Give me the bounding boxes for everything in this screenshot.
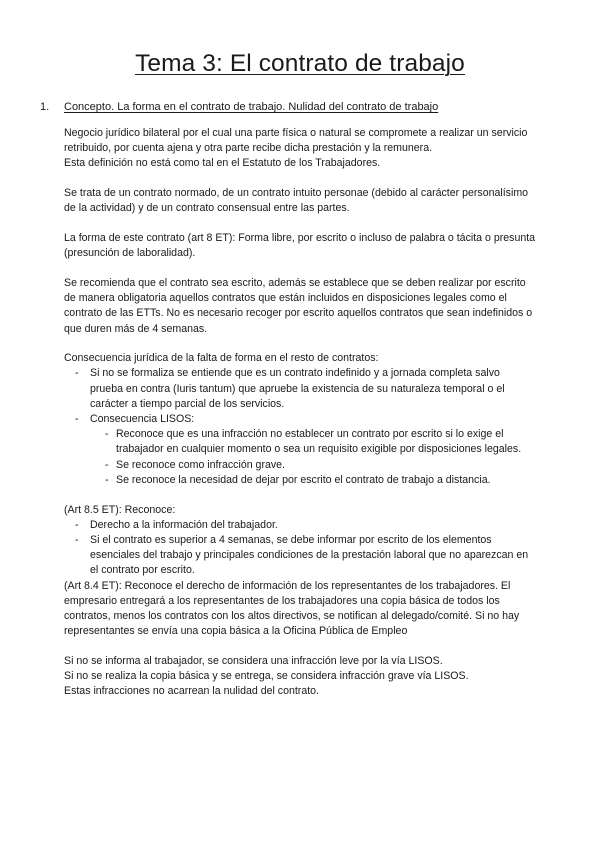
bullet-dash: - bbox=[105, 458, 109, 471]
list-item bbox=[64, 366, 564, 412]
text-line: (Art 8.5 ET): Reconoce: bbox=[64, 503, 176, 516]
sub-list-item bbox=[64, 458, 564, 473]
section-number: 1. bbox=[40, 101, 50, 113]
section-heading-text: Concepto. La forma en el contrato de trabajo. Nulidad del contrato de trabajo bbox=[64, 101, 439, 113]
bullet-dash: - bbox=[105, 428, 109, 441]
text-line: contratos, menos los contratos con los altos directivos, se notifican al delegado/comité. Si no hay bbox=[64, 609, 520, 622]
text-line: retribuido, por cuenta ajena y otra parte recibe dicha prestación y la remunera. bbox=[64, 142, 433, 155]
text-line: prueba en contra (Iuris tantum) que apruebe la existencia de su naturaleza temporal o el bbox=[90, 382, 505, 395]
text-line: Esta definición no está como tal en el Estatuto de los Trabajadores. bbox=[64, 157, 381, 170]
text-line: Consecuencia jurídica de la falta de forma en el resto de contratos: bbox=[64, 352, 379, 365]
text-line: Negocio jurídico bilateral por el cual una parte física o natural se compromete a realizar un servicio bbox=[64, 127, 528, 139]
text-line: La forma de este contrato (art 8 ET): Forma libre, por escrito o incluso de palabra o tácita o presunta bbox=[64, 232, 536, 245]
paragraph-art-8-4 bbox=[64, 579, 564, 640]
text-line: empresario entregará a los representantes de los trabajadores una copia básica de todos los bbox=[64, 594, 500, 607]
text-line: esenciales del trabajo y principales condiciones de la prestación laboral que no aparezcan en bbox=[90, 549, 529, 562]
text-line: Estas infracciones no acarrean la nulidad del contrato. bbox=[64, 685, 319, 698]
document-title: Tema 3: El contrato de trabajo bbox=[135, 50, 465, 77]
bullet-dash: - bbox=[75, 518, 79, 531]
text-line: de manera obligatoria aquellos contratos que están incluidos en disposiciones legales como el bbox=[64, 292, 507, 305]
text-line: el contrato por escrito. bbox=[90, 564, 195, 577]
text-line: Se reconoce como infracción grave. bbox=[116, 458, 285, 471]
text-line: de la actividad) y de un contrato consensual entre las partes. bbox=[64, 202, 350, 215]
bullet-dash: - bbox=[75, 533, 79, 546]
paragraph-art-8-5 bbox=[64, 503, 564, 579]
paragraph-written-recommendation bbox=[64, 276, 564, 337]
bullet-dash: - bbox=[105, 473, 109, 486]
document-body bbox=[64, 126, 564, 700]
text-line: Si no se informa al trabajador, se considera una infracción leve por la vía LISOS. bbox=[64, 654, 443, 667]
text-line: Se recomienda que el contrato sea escrito, además se establece que se deben realizar por escrito bbox=[64, 276, 526, 289]
text-line: Si no se formaliza se entiende que es un contrato indefinido y a jornada completa salvo bbox=[90, 367, 500, 380]
paragraph-definition bbox=[64, 126, 564, 172]
bullet-dash: - bbox=[75, 367, 79, 380]
text-line: Si el contrato es superior a 4 semanas, se debe informar por escrito de los elementos bbox=[90, 533, 492, 546]
text-line: Derecho a la información del trabajador. bbox=[90, 518, 278, 531]
text-line: Consecuencia LISOS: bbox=[90, 413, 195, 426]
text-line: Se reconoce la necesidad de dejar por escrito el contrato de trabajo a distancia. bbox=[116, 473, 491, 486]
text-line: (Art 8.4 ET): Reconoce el derecho de información de los representantes de los trabajadores. El bbox=[64, 579, 511, 592]
list-item bbox=[64, 412, 564, 427]
sub-list-item bbox=[64, 427, 564, 457]
text-line: Se trata de un contrato normado, de un contrato intuito personae (debido al carácter personalísimo bbox=[64, 187, 529, 200]
text-line: representantes se envía una copia básica a la Oficina Pública de Empleo bbox=[64, 625, 408, 638]
text-line: trabajador en cualquier momento o sea un requisito exigible por disposiciones legales. bbox=[116, 443, 522, 456]
paragraph-legal-consequence bbox=[64, 351, 564, 488]
sub-list-item bbox=[64, 473, 564, 488]
text-line: (presunción de laboralidad). bbox=[64, 247, 196, 260]
text-line: contrato de las ETTs. No es necesario recoger por escrito aquellos contratos que sean indefinidos o bbox=[64, 307, 533, 320]
paragraph-infractions bbox=[64, 654, 564, 700]
paragraph-contract-type bbox=[64, 186, 564, 216]
text-line: que duren más de 4 semanas. bbox=[64, 322, 208, 335]
list-item bbox=[64, 533, 564, 579]
paragraph-contract-form bbox=[64, 231, 564, 261]
text-line: Si no se realiza la copia básica y se entrega, se considera infracción grave vía LISOS. bbox=[64, 670, 469, 683]
list-item bbox=[64, 518, 564, 533]
bullet-dash: - bbox=[75, 413, 79, 426]
text-line: Reconoce que es una infracción no establecer un contrato por escrito si lo exige el bbox=[116, 428, 504, 441]
text-line: carácter a tiempo parcial de los servicios. bbox=[90, 397, 285, 410]
section-heading bbox=[40, 101, 438, 113]
